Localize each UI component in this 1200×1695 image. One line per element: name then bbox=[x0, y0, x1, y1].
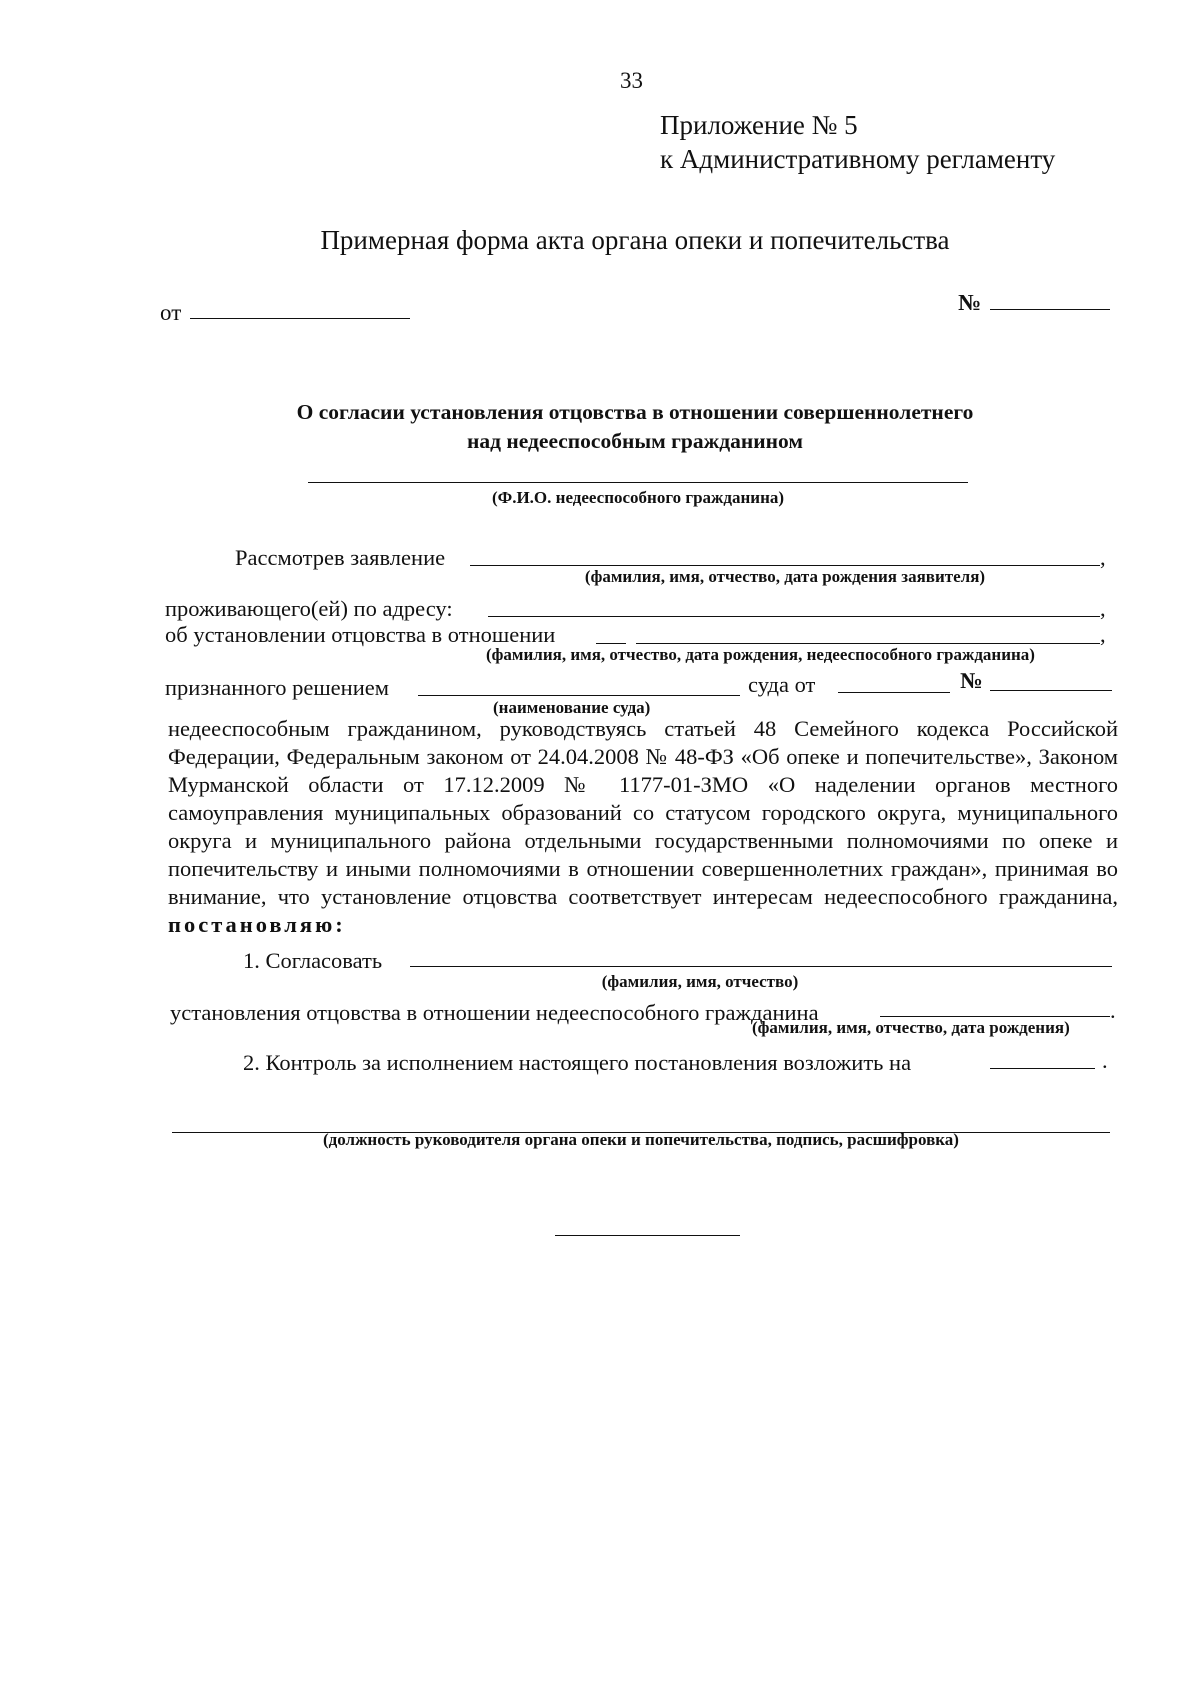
form-title: Примерная форма акта органа опеки и попечительства bbox=[320, 225, 950, 255]
incapable-caption: (фамилия, имя, отчество, дата рождения, недееспособного гражданина) bbox=[486, 645, 1035, 664]
act-heading bbox=[0, 398, 1200, 456]
agree-person-field[interactable] bbox=[410, 966, 1112, 967]
signature-caption: (должность руководителя органа опеки и попечительства, подпись, расшифровка) bbox=[323, 1130, 959, 1149]
fio-caption: (Ф.И.О. недееспособного гражданина) bbox=[491, 488, 785, 507]
act-heading-line-2: над недееспособным гражданином bbox=[466, 429, 803, 453]
page-number: 33 bbox=[620, 68, 643, 93]
responsible-person-field[interactable] bbox=[990, 1068, 1095, 1069]
item-1-caption: (фамилия, имя, отчество) bbox=[601, 972, 799, 991]
end-separator bbox=[555, 1235, 740, 1236]
item-1-label: 1. Согласовать bbox=[243, 948, 383, 973]
item-1-continuation-caption: (фамилия, имя, отчество, дата рождения) bbox=[752, 1018, 1070, 1037]
establishment-label: об установлении отцовства в отношении bbox=[165, 622, 556, 647]
appendix-line-1: Приложение № 5 bbox=[660, 110, 858, 140]
act-heading-line-1: О согласии установления отцовства в отношении совершеннолетнего bbox=[296, 400, 974, 424]
incapable-fio-field[interactable] bbox=[308, 482, 968, 483]
appendix-line-2: к Административному регламенту bbox=[660, 144, 1056, 174]
appendix-header bbox=[660, 108, 1055, 176]
address-label: проживающего(ей) по адресу: bbox=[165, 596, 453, 621]
court-caption: (наименование суда) bbox=[493, 698, 651, 717]
establishment-field-short bbox=[596, 643, 626, 644]
incapable-person-field-2[interactable] bbox=[880, 1016, 1110, 1017]
date-label: от bbox=[160, 300, 182, 325]
court-date-field[interactable] bbox=[838, 692, 950, 693]
considered-label: Рассмотрев заявление bbox=[235, 545, 446, 570]
applicant-field[interactable] bbox=[470, 565, 1100, 566]
applicant-caption: (фамилия, имя, отчество, дата рождения заявителя) bbox=[584, 567, 986, 586]
court-number-label: № bbox=[960, 668, 983, 693]
recognized-label: признанного решением bbox=[165, 675, 389, 700]
decree-word: постановляю: bbox=[168, 912, 346, 937]
item-1-continuation: установления отцовства в отношении недееспособного гражданина bbox=[170, 1000, 819, 1025]
court-number-field[interactable] bbox=[990, 690, 1112, 691]
number-label: № bbox=[958, 290, 982, 315]
incapable-person-field[interactable] bbox=[636, 643, 1100, 644]
number-field[interactable] bbox=[990, 309, 1110, 310]
date-field[interactable] bbox=[190, 318, 410, 319]
legal-basis-text: недееспособным гражданином, руководствуясь статьей 48 Семейного кодекса Российской Федерации, Федеральным законом от 24.04.2008 № 48-ФЗ «Об опеке и попечительстве», Законом Мурманской области от 17.12.2009 № 1177-01-ЗМО «О наделении органов местного самоуправления муниципальных образований со статусом городского округа, муниципального округа и муниципального района отдельными государственными полномочиями по опеке и попечительству и иными полномочиями в отношении совершеннолетних граждан», принимая во внимание, что установление отцовства соответствует интересам недееспособного гражданина, bbox=[168, 716, 1118, 909]
legal-basis-paragraph bbox=[168, 715, 1118, 939]
court-name-field[interactable] bbox=[418, 695, 740, 696]
court-from-label: суда от bbox=[748, 672, 816, 697]
address-field[interactable] bbox=[488, 616, 1100, 617]
item-2-label: 2. Контроль за исполнением настоящего постановления возложить на bbox=[243, 1050, 912, 1075]
